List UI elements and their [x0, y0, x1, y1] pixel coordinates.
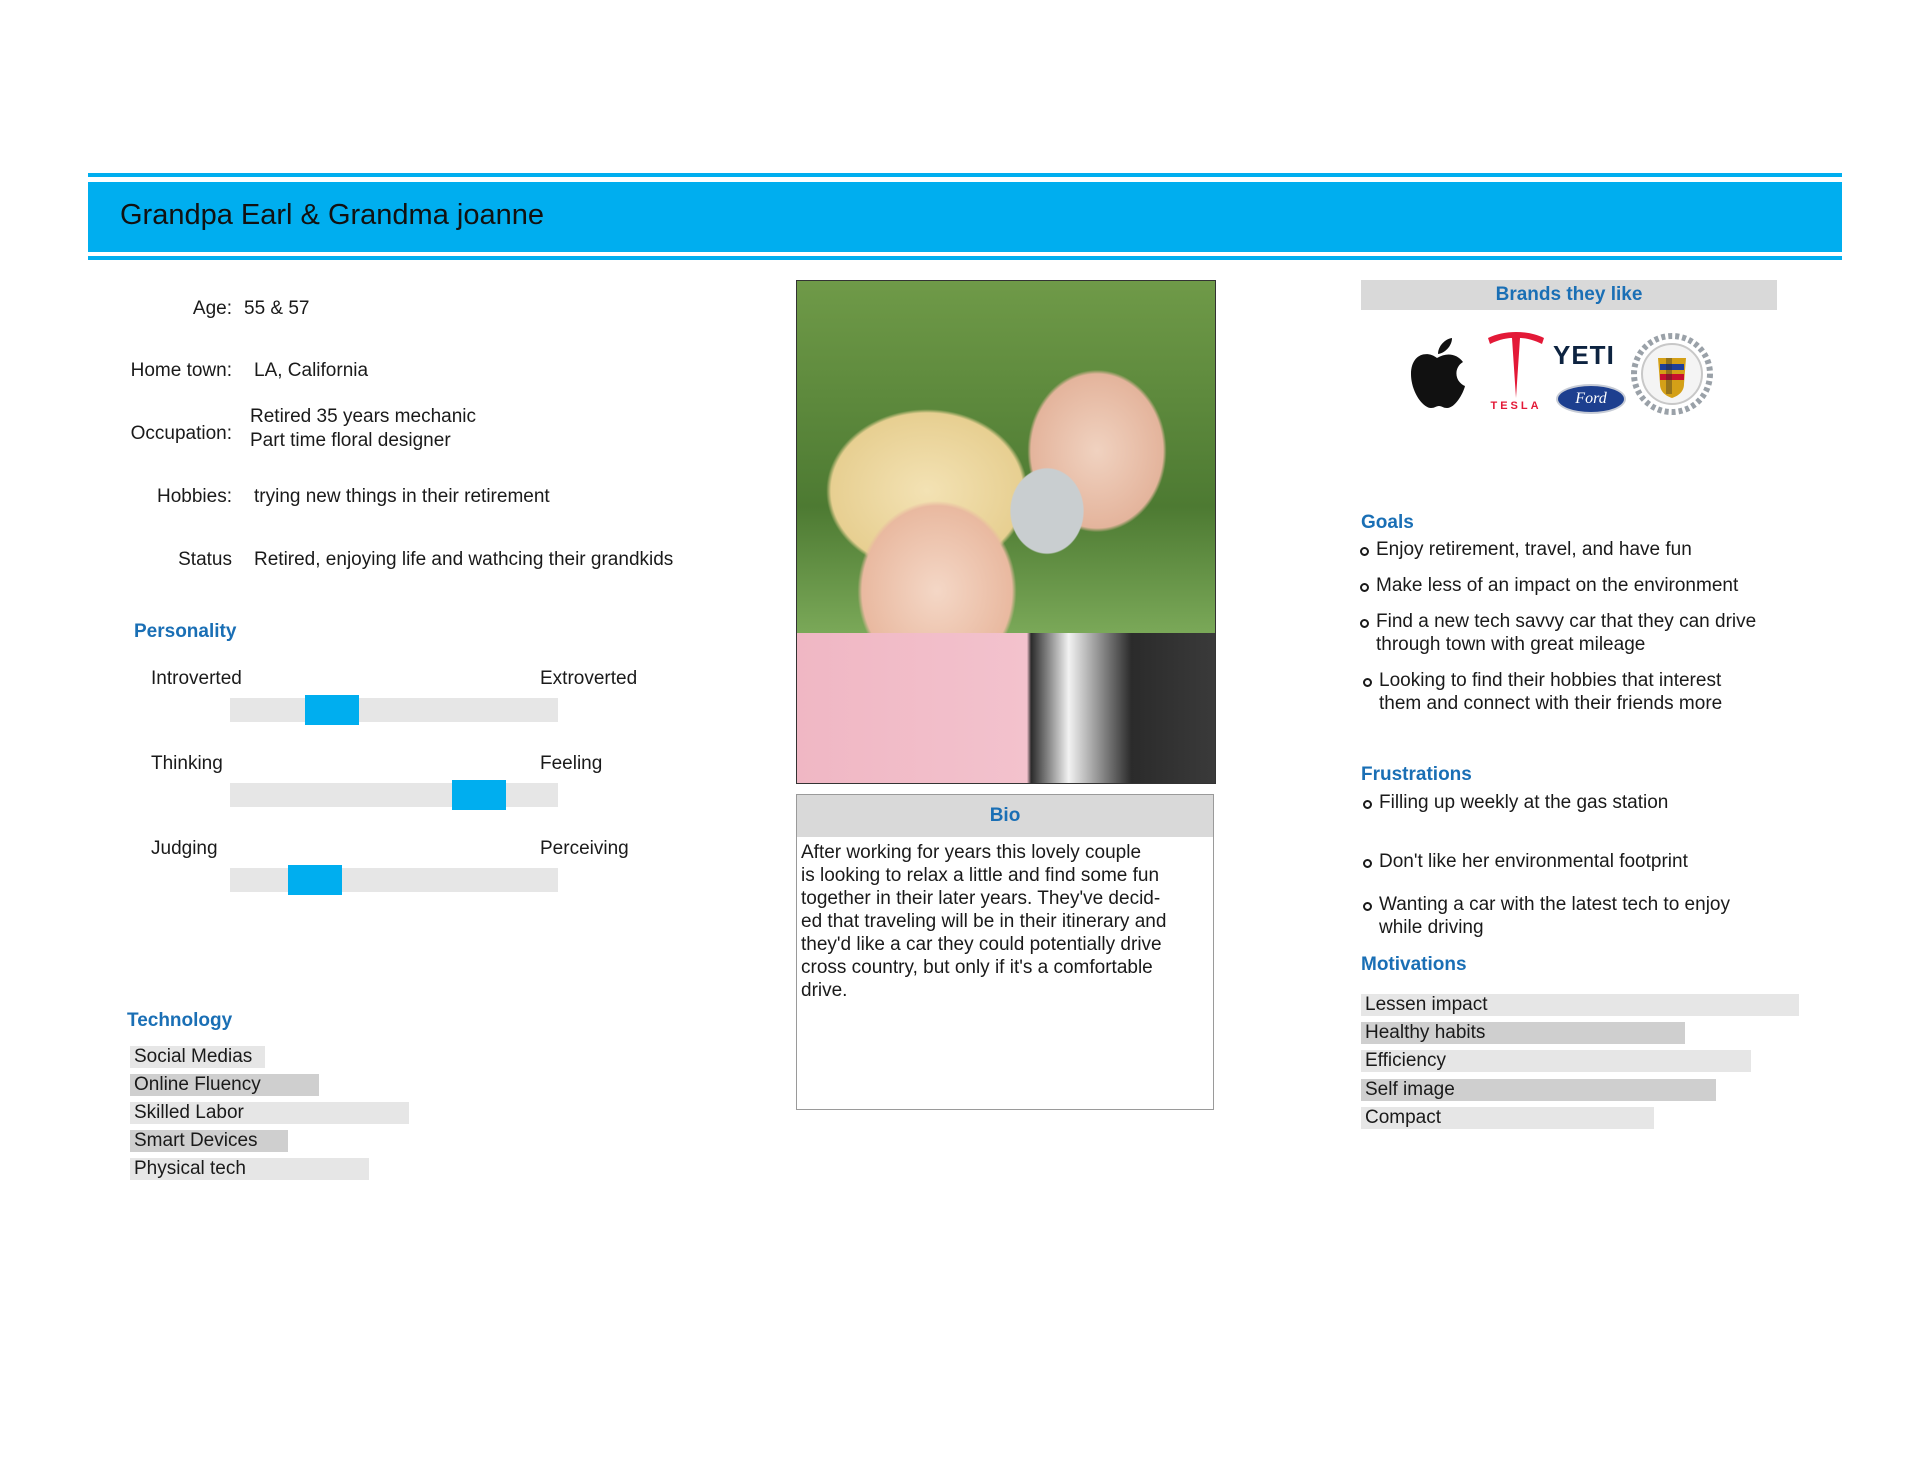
hometown-label: Home town:: [130, 360, 232, 381]
motivation-bar: [1361, 1050, 1751, 1072]
tesla-wordmark: TESLA: [1490, 400, 1542, 412]
tech-bar-label: Physical tech: [134, 1158, 246, 1179]
ford-wordmark: Ford: [1575, 390, 1607, 407]
trait-left-label: Thinking: [151, 753, 223, 774]
apple-logo-icon: [1405, 336, 1469, 410]
status-label: Status: [178, 549, 232, 570]
tech-bar-label: Smart Devices: [134, 1130, 258, 1151]
motivation-bar: [1361, 1022, 1685, 1044]
trait-right-label: Feeling: [540, 753, 603, 774]
goal-item: Looking to find their hobbies that interest them and connect with their friends more: [1361, 669, 1722, 715]
motivation-bar-label: Efficiency: [1365, 1050, 1446, 1071]
goal-item: Enjoy retirement, travel, and have fun: [1358, 538, 1692, 561]
header-banner: [88, 182, 1842, 252]
motivation-bar: [1361, 1079, 1716, 1101]
motivation-bar: [1361, 1107, 1654, 1129]
frustrations-heading: Frustrations: [1361, 764, 1472, 785]
motivation-bar-label: Lessen impact: [1365, 994, 1488, 1015]
cadillac-logo-icon: [1630, 332, 1714, 416]
slider-knob: [305, 695, 359, 725]
occupation-value-1: Retired 35 years mechanic: [250, 406, 476, 427]
tech-bar: [130, 1074, 319, 1096]
age-value: 55 & 57: [244, 298, 310, 319]
bio-heading: Bio: [989, 805, 1021, 826]
trait-right-label: Perceiving: [540, 838, 629, 859]
frustration-item: Don't like her environmental footprint: [1361, 850, 1688, 873]
trait-left-label: Judging: [151, 838, 218, 859]
yeti-logo: YETI: [1553, 340, 1615, 370]
goals-heading: Goals: [1361, 512, 1414, 533]
hobbies-label: Hobbies:: [157, 486, 232, 507]
tech-bar: [130, 1046, 265, 1068]
bio-header: [797, 795, 1213, 837]
frustration-item: Filling up weekly at the gas station: [1361, 791, 1668, 814]
personality-slider-introvert-extrovert: [230, 698, 558, 722]
motivation-bar: [1361, 994, 1799, 1016]
hometown-value: LA, California: [254, 360, 369, 381]
tech-bar: [130, 1130, 288, 1152]
frustration-item: Wanting a car with the latest tech to enjoy while driving: [1361, 893, 1730, 939]
hobbies-value: trying new things in their retirement: [254, 486, 550, 507]
bio-box: [796, 794, 1214, 1110]
tech-bar-label: Skilled Labor: [134, 1102, 244, 1123]
tesla-logo-icon: [1484, 330, 1548, 420]
occupation-value-2: Part time floral designer: [250, 430, 451, 451]
slider-knob: [288, 865, 342, 895]
ford-logo-icon: [1556, 384, 1626, 414]
slider-knob: [452, 780, 506, 810]
personality-heading: Personality: [134, 621, 237, 642]
motivations-heading: Motivations: [1361, 954, 1467, 975]
personality-slider-thinking-feeling: [230, 783, 558, 807]
header-top-rule: [88, 173, 1842, 177]
goal-item: Make less of an impact on the environment: [1358, 574, 1738, 597]
status-value: Retired, enjoying life and wathcing their grandkids: [254, 549, 674, 570]
goal-item: Find a new tech savvy car that they can drive through town with great mileage: [1358, 610, 1756, 656]
age-label: Age:: [192, 298, 232, 319]
trait-right-label: Extroverted: [540, 668, 638, 689]
technology-heading: Technology: [127, 1010, 233, 1031]
brands-heading: Brands they like: [1361, 280, 1777, 310]
bio-text: After working for years this lovely couple is looking to relax a little and find some fun together in their later years. They've decid- ed that traveling will be in their itinerary and they'd like a car they could potentially drive cross country, but only if it's a comfortable drive.: [801, 842, 1167, 1001]
trait-left-label: Introverted: [151, 668, 242, 689]
persona-photo: [796, 280, 1216, 784]
motivation-bar-label: Compact: [1365, 1107, 1442, 1128]
page-title: Grandpa Earl & Grandma joanne: [120, 199, 544, 231]
motivation-bar-label: Self image: [1365, 1079, 1455, 1100]
tech-bar: [130, 1158, 369, 1180]
personality-slider-judging-perceiving: [230, 868, 558, 892]
tech-bar: [130, 1102, 409, 1124]
tech-bar-label: Online Fluency: [134, 1074, 261, 1095]
tech-bar-label: Social Medias: [134, 1046, 253, 1067]
photo-clothing: [797, 633, 1215, 783]
motivation-bar-label: Healthy habits: [1365, 1022, 1486, 1043]
occupation-label: Occupation:: [130, 423, 232, 444]
header-bottom-rule: [88, 256, 1842, 260]
